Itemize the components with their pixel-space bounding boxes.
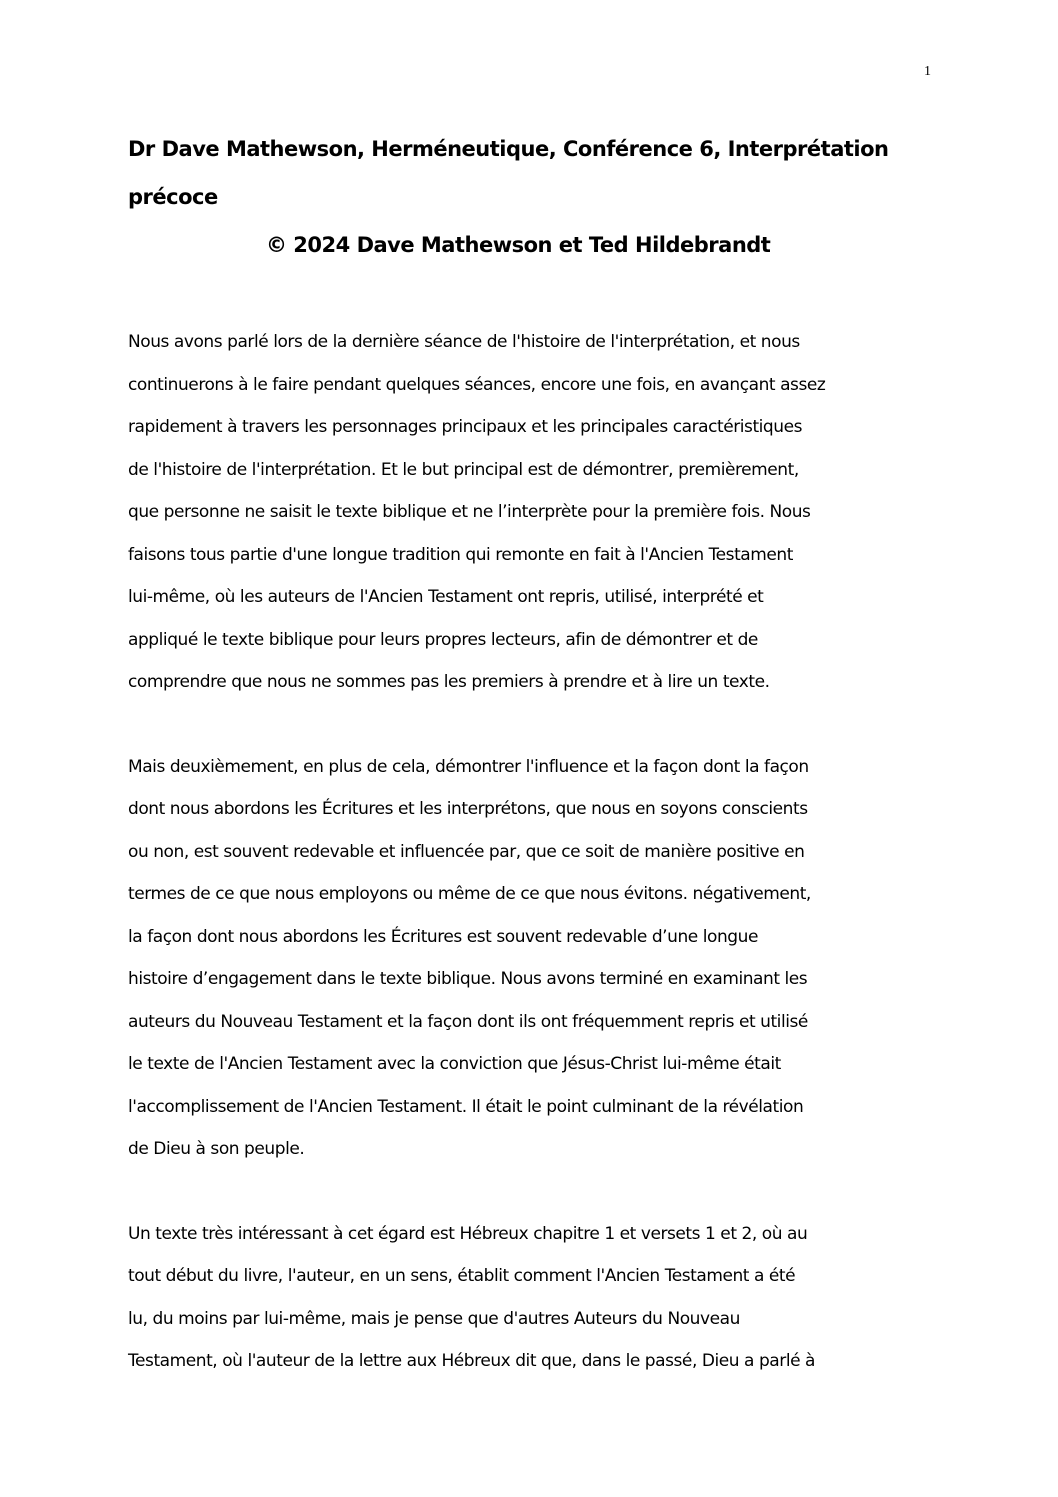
text-line: dont nous abordons les Écritures et les interprétons, que nous en soyons conscients [128, 799, 808, 819]
paragraph [128, 1213, 928, 1383]
text-line: faisons tous partie d'une longue tradition qui remonte en fait à l'Ancien Testament [128, 544, 793, 565]
document-title [128, 125, 928, 221]
text-line: auteurs du Nouveau Testament et la façon dont ils ont fréquemment repris et utilisé [128, 1011, 808, 1032]
text-line: lui-même, où les auteurs de l'Ancien Testament ont repris, utilisé, interprété et [128, 587, 764, 607]
document-body [128, 125, 928, 1383]
text-line: ou non, est souvent redevable et influencée par, que ce soit de manière positive en [128, 841, 805, 862]
text-line: appliqué le texte biblique pour leurs propres lecteurs, afin de démontrer et de [128, 629, 758, 650]
text-line: continuerons à le faire pendant quelques séances, encore une fois, en avançant assez [128, 374, 826, 395]
title-line: précoce [128, 185, 218, 209]
text-line: histoire d’engagement dans le texte biblique. Nous avons terminé en examinant les [128, 969, 808, 989]
body-text [128, 321, 928, 1383]
text-line: le texte de l'Ancien Testament avec la conviction que Jésus-Christ lui-même était [128, 1054, 781, 1074]
text-line: l'accomplissement de l'Ancien Testament. Il était le point culminant de la révélation [128, 1096, 804, 1117]
copyright-line: © 2024 Dave Mathewson et Ted Hildebrandt [266, 233, 771, 257]
paragraph [128, 321, 928, 704]
text-line: Nous avons parlé lors de la dernière séance de l'histoire de l'interprétation, et nous [128, 332, 800, 352]
text-line: que personne ne saisit le texte biblique et ne l’interprète pour la première fois. Nous [128, 502, 811, 522]
text-line: termes de ce que nous employons ou même de ce que nous évitons. négativement, [128, 884, 811, 904]
text-line: rapidement à travers les personnages principaux et les principales caractéristiques [128, 417, 803, 437]
text-line: de l'histoire de l'interprétation. Et le but principal est de démontrer, premièrement, [128, 459, 799, 480]
text-line: tout début du livre, l'auteur, en un sens, établit comment l'Ancien Testament a été [128, 1266, 796, 1286]
text-line: Un texte très intéressant à cet égard est Hébreux chapitre 1 et versets 1 et 2, où au [128, 1223, 808, 1244]
title-line: Dr Dave Mathewson, Herméneutique, Conférence 6, Interprétation [128, 137, 889, 161]
text-line: Mais deuxièmement, en plus de cela, démontrer l'influence et la façon dont la façon [128, 756, 809, 777]
paragraph [128, 746, 928, 1171]
text-line: Testament, où l'auteur de la lettre aux Hébreux dit que, dans le passé, Dieu a parlé à [128, 1351, 816, 1371]
text-line: lu, du moins par lui-même, mais je pense que d'autres Auteurs du Nouveau [128, 1308, 740, 1329]
text-line: de Dieu à son peuple. [128, 1139, 305, 1159]
page-number: 1 [924, 64, 931, 79]
text-line: comprendre que nous ne sommes pas les premiers à prendre et à lire un texte. [128, 672, 770, 692]
text-line: la façon dont nous abordons les Écritures est souvent redevable d’une longue [128, 926, 758, 947]
